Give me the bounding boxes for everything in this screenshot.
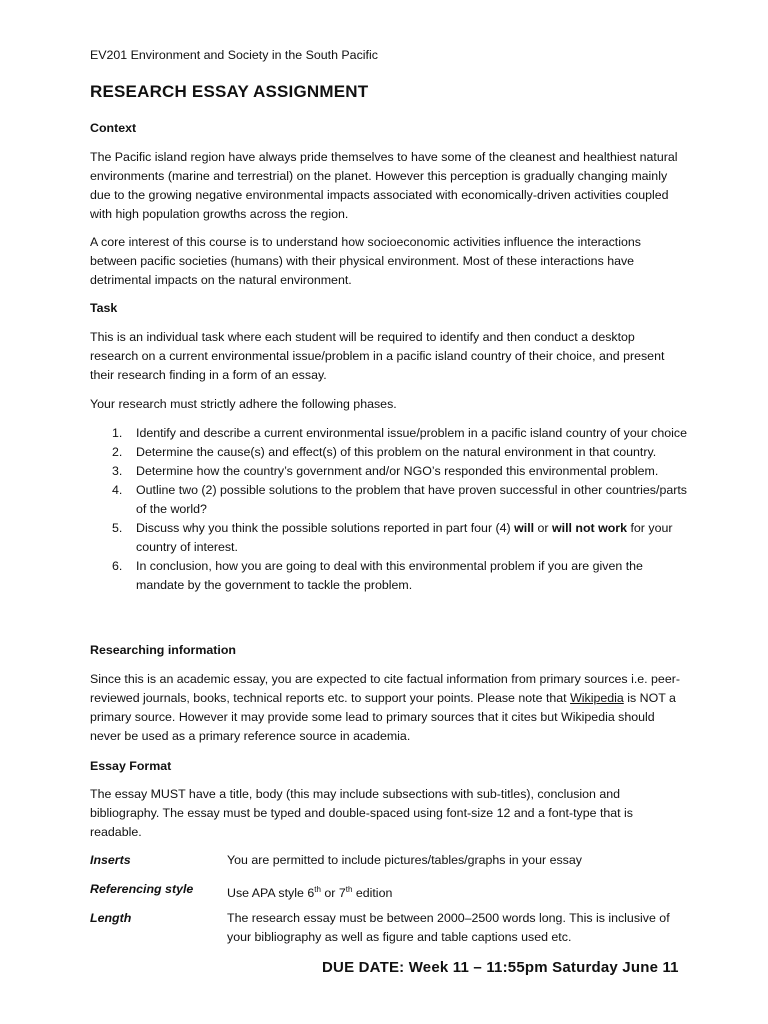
list-text: Determine how the country’s government and/or NGO’s responded this environmental problem. bbox=[136, 464, 659, 478]
row-label: Referencing style bbox=[90, 882, 194, 896]
research-text: is NOT a primary source. However it may provide some lead to primary sources that it cites but Wikipedia should never be used as a primary reference source in academia. bbox=[90, 691, 676, 743]
list-text: Identify and describe a current environmental issue/problem in a pacific island country of your choice bbox=[136, 426, 687, 440]
list-item bbox=[90, 557, 690, 595]
list-number: 4. bbox=[112, 483, 123, 497]
list-item bbox=[90, 462, 690, 481]
context-paragraph-2: A core interest of this course is to understand how socioeconomic activities influence the interactions between pacific societies (humans) with their physical environment. Most of these interactions have detrimental impacts on the natural environment. bbox=[90, 235, 641, 287]
task-paragraph-1: This is an individual task where each student will be required to identify and then conduct a desktop research on a current environmental issue/problem in a pacific island country of their choice, and present their research finding in a form of an essay. bbox=[90, 330, 665, 382]
superscript: th bbox=[314, 885, 321, 894]
list-text: In conclusion, how you are going to deal with this environmental problem if you are given the mandate by the government to tackle the problem. bbox=[136, 559, 643, 592]
context-heading: Context bbox=[90, 121, 137, 135]
list-text bbox=[136, 521, 672, 554]
context-paragraph-1: The Pacific island region have always pride themselves to have some of the cleanest and healthiest natural environments (marine and terrestrial) on the planet. However this perception is gradually changing mainly due to the growing negative environmental impacts associated with economically-driven activities coupled with high population growths across the region. bbox=[90, 150, 678, 221]
list-number: 5. bbox=[112, 521, 123, 535]
list-item bbox=[90, 424, 690, 443]
due-date: DUE DATE: Week 11 – 11:55pm Saturday June 11 bbox=[322, 959, 679, 976]
list-number: 3. bbox=[112, 464, 123, 478]
research-paragraph bbox=[90, 670, 680, 746]
format-heading: Essay Format bbox=[90, 759, 172, 773]
list-text: Outline two (2) possible solutions to the problem that have proven successful in other countries/parts of the world? bbox=[136, 483, 687, 516]
phases-list bbox=[90, 424, 690, 595]
row-value: The research essay must be between 2000–2500 words long. This is inclusive of your bibliography as well as figure and table captions used etc. bbox=[227, 911, 670, 944]
list-item bbox=[90, 481, 690, 519]
list-number: 6. bbox=[112, 559, 123, 573]
format-paragraph: The essay MUST have a title, body (this may include subsections with sub-titles), conclusion and bibliography. The essay must be typed and double-spaced using font-size 12 and a font-type that is readable. bbox=[90, 787, 634, 839]
task-paragraph-2: Your research must strictly adhere the following phases. bbox=[90, 397, 397, 411]
task-heading: Task bbox=[90, 301, 118, 315]
row-value-part: Use APA style 6 bbox=[227, 886, 315, 901]
list-number: 1. bbox=[112, 426, 123, 440]
row-value: You are permitted to include pictures/tables/graphs in your essay bbox=[227, 853, 582, 867]
format-row-inserts bbox=[90, 851, 690, 870]
list-item bbox=[90, 519, 690, 557]
emphasis-will-not-work: will not work bbox=[551, 521, 628, 535]
emphasis-will: will bbox=[514, 521, 535, 535]
format-row-length bbox=[90, 909, 690, 947]
document-title: RESEARCH ESSAY ASSIGNMENT bbox=[90, 82, 369, 101]
list-number: 2. bbox=[112, 445, 123, 459]
list-text-part: or bbox=[534, 521, 552, 535]
row-label: Inserts bbox=[90, 853, 131, 867]
course-header: EV201 Environment and Society in the South Pacific bbox=[90, 48, 378, 62]
list-item bbox=[90, 443, 690, 462]
superscript: th bbox=[345, 885, 353, 894]
list-text-part: for your country of interest. bbox=[136, 521, 673, 554]
row-value-part: or 7 bbox=[320, 886, 346, 901]
research-text: Since this is an academic essay, you are expected to cite factual information from primary sources i.e. peer-reviewed journals, books, technical reports etc. to support your points. Please note that bbox=[90, 672, 680, 705]
list-text: Determine the cause(s) and effect(s) of this problem on the natural environment in that country. bbox=[136, 445, 657, 459]
format-row-referencing bbox=[90, 880, 690, 903]
list-text-part: Discuss why you think the possible solutions reported in part four (4) bbox=[136, 521, 515, 535]
row-value-part: edition bbox=[352, 886, 393, 901]
research-heading: Researching information bbox=[90, 643, 236, 657]
wikipedia-link[interactable]: Wikipedia bbox=[570, 691, 624, 705]
row-label: Length bbox=[90, 911, 132, 925]
row-value bbox=[227, 880, 690, 903]
